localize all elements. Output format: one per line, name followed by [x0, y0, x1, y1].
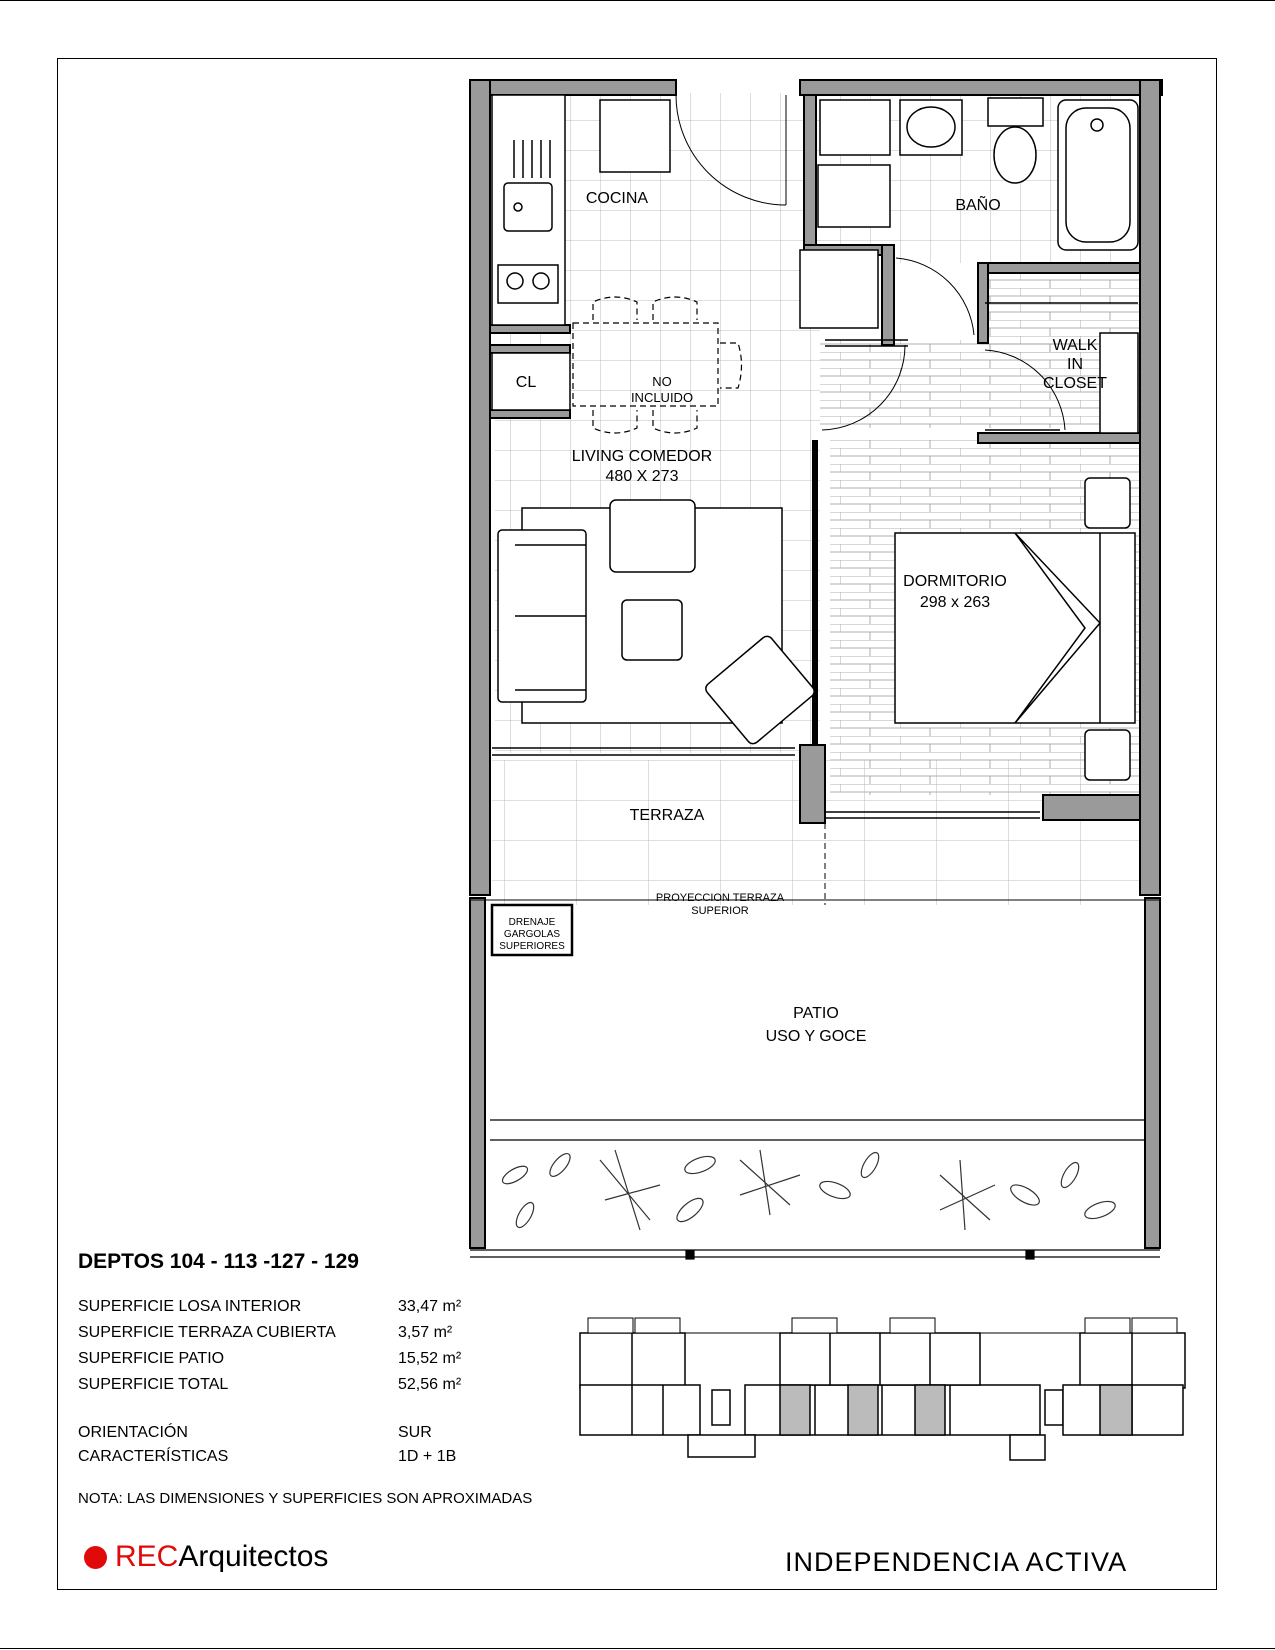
label-walk: WALK	[1052, 337, 1098, 354]
label-gargolas: GARGOLAS	[503, 929, 561, 940]
brand-rec: REC	[115, 1540, 179, 1573]
key-plan	[580, 1318, 1185, 1460]
label-incluido: INCLUIDO	[630, 390, 694, 405]
label-uso-goce: USO Y GOCE	[765, 1028, 867, 1045]
partition-wall	[812, 440, 818, 745]
label-terraza: TERRAZA	[629, 807, 705, 824]
brand-arquitectos: Arquitectos	[178, 1540, 329, 1573]
brand-logo	[84, 1540, 328, 1580]
info-label: SUPERFICIE TOTAL	[78, 1376, 229, 1393]
label-proyeccion: PROYECCION TERRAZA	[655, 892, 785, 904]
label-no: NO	[652, 374, 672, 389]
garden-strip	[470, 1120, 1160, 1259]
info-label: CARACTERÍSTICAS	[78, 1448, 229, 1465]
label-living-dim: 480 X 273	[605, 468, 679, 485]
label-superior: SUPERIOR	[691, 905, 749, 917]
info-label: SUPERFICIE PATIO	[78, 1350, 225, 1367]
label-superiores: SUPERIORES	[499, 941, 565, 952]
label-dormitorio: DORMITORIO	[903, 573, 1007, 590]
info-label: SUPERFICIE TERRAZA CUBIERTA	[78, 1324, 336, 1341]
page-bottom-rule	[0, 1648, 1275, 1649]
label-closet: CLOSET	[1042, 375, 1108, 392]
label-dormitorio-dim: 298 x 263	[919, 594, 991, 611]
info-value: 15,52 m²	[398, 1350, 462, 1367]
info-value: 33,47 m²	[398, 1298, 462, 1315]
info-value: SUR	[398, 1424, 432, 1441]
label-cocina: COCINA	[585, 190, 649, 207]
info-value: 1D + 1B	[398, 1448, 457, 1465]
label-patio: PATIO	[793, 1005, 839, 1022]
label-drenaje: DRENAJE	[508, 917, 556, 928]
info-value: 52,56 m²	[398, 1376, 462, 1393]
info-label: ORIENTACIÓN	[78, 1424, 188, 1441]
label-in: IN	[1067, 356, 1083, 373]
label-cl: CL	[515, 374, 537, 391]
label-living: LIVING COMEDOR	[571, 448, 713, 465]
info-label: SUPERFICIE LOSA INTERIOR	[78, 1298, 302, 1315]
project-name: INDEPENDENCIA ACTIVA	[785, 1547, 1128, 1577]
label-bano: BAÑO	[955, 197, 1001, 214]
info-value: 3,57 m²	[398, 1324, 453, 1341]
apartment-title: DEPTOS 104 - 113 -127 - 129	[78, 1250, 359, 1273]
note: NOTA: LAS DIMENSIONES Y SUPERFICIES SON APROXIMADAS	[78, 1490, 533, 1507]
living-furniture	[498, 500, 817, 746]
brand-dot-icon	[84, 1546, 107, 1569]
